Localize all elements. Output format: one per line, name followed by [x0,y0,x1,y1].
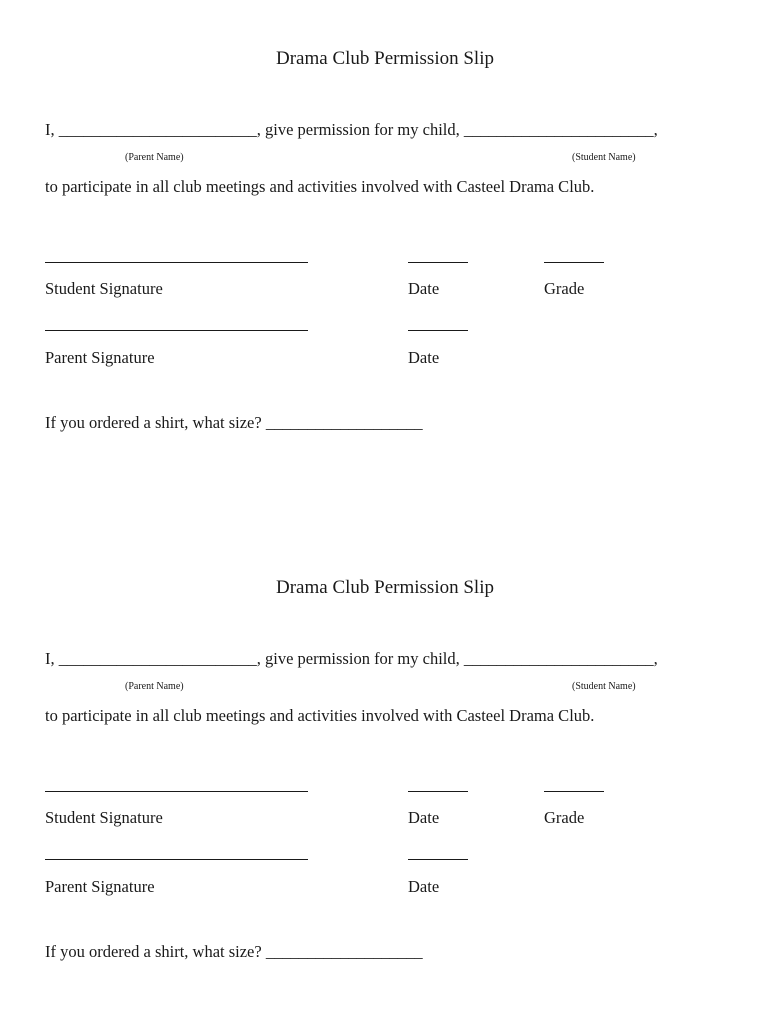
grade-line[interactable] [544,791,604,792]
parent-name-label: (Parent Name) [125,152,184,163]
student-date-line[interactable] [408,791,468,792]
student-signature-label: Student Signature [45,808,163,827]
permission-slip-2 [0,529,770,1009]
parent-child-consent-line: I, ________________________, give permission for my child, _______________________, [45,120,658,139]
slip-title: Drama Club Permission Slip [276,48,494,69]
participation-statement: to participate in all club meetings and activities involved with Casteel Drama Club. [45,177,595,196]
parent-signature-line[interactable] [45,330,308,331]
student-date-label: Date [408,808,440,827]
parent-signature-label: Parent Signature [45,348,155,367]
parent-name-label: (Parent Name) [125,681,184,692]
parent-child-consent-line: I, ________________________, give permission for my child, _______________________, [45,649,658,668]
grade-line[interactable] [544,262,604,263]
student-date-line[interactable] [408,262,468,263]
student-date-label: Date [408,279,440,298]
parent-date-line[interactable] [408,859,468,860]
grade-label: Grade [544,808,585,827]
grade-label: Grade [544,279,585,298]
student-name-label: (Student Name) [572,681,636,692]
permission-slip-1 [0,0,770,480]
parent-date-label: Date [408,348,440,367]
parent-signature-label: Parent Signature [45,877,155,896]
parent-date-label: Date [408,877,440,896]
parent-date-line[interactable] [408,330,468,331]
student-name-label: (Student Name) [572,152,636,163]
shirt-size-question: If you ordered a shirt, what size? ___________________ [45,942,423,961]
slip-title: Drama Club Permission Slip [276,577,494,598]
student-signature-line[interactable] [45,791,308,792]
student-signature-line[interactable] [45,262,308,263]
participation-statement: to participate in all club meetings and activities involved with Casteel Drama Club. [45,706,595,725]
shirt-size-question: If you ordered a shirt, what size? ___________________ [45,413,423,432]
student-signature-label: Student Signature [45,279,163,298]
parent-signature-line[interactable] [45,859,308,860]
